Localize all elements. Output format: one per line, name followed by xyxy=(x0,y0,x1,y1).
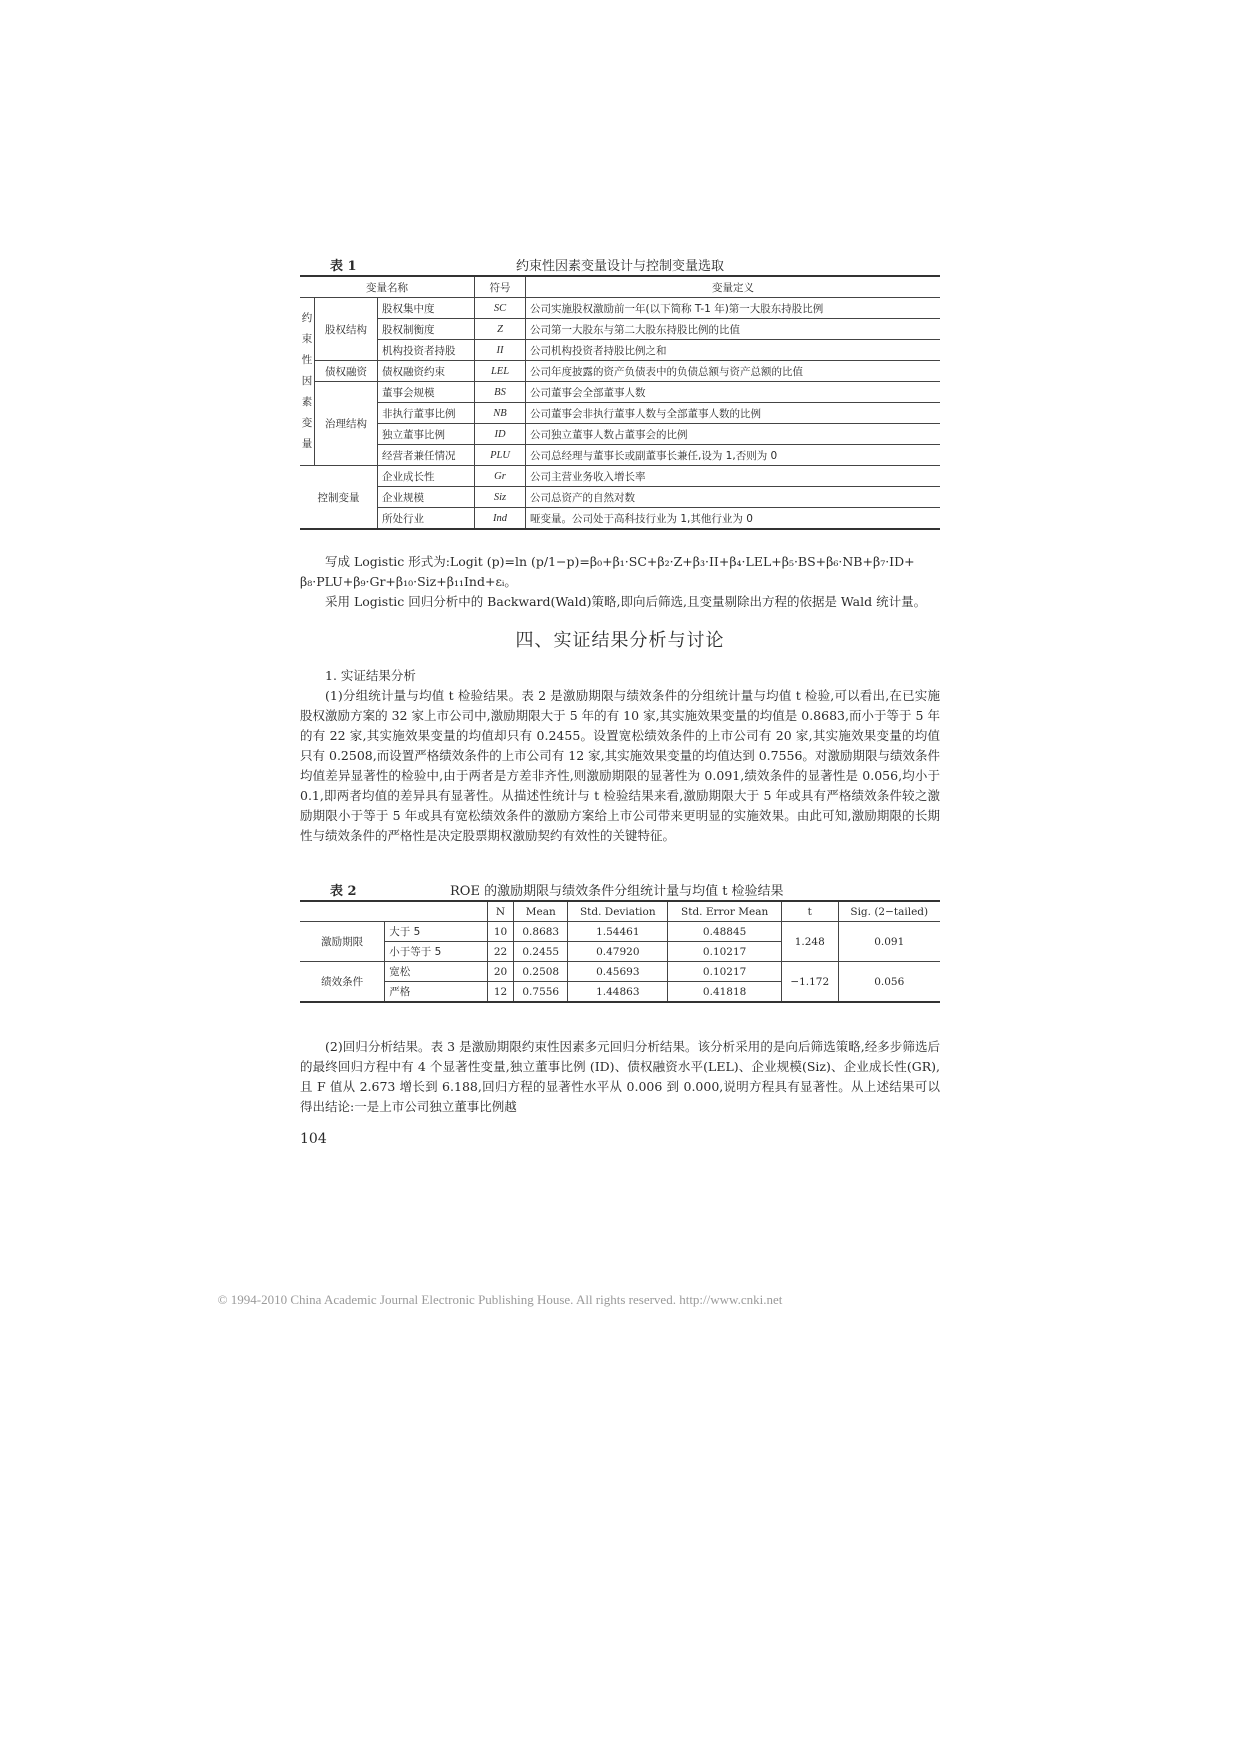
table-row xyxy=(300,361,940,382)
page-number: 104 xyxy=(300,1131,327,1147)
var-definition: 公司总经理与董事长或副董事长兼任,设为 1,否则为 0 xyxy=(526,445,941,466)
header-t: t xyxy=(781,901,838,922)
header-std-error-mean: Std. Error Mean xyxy=(668,901,782,922)
header-symbol: 符号 xyxy=(475,276,526,298)
cell-n: 22 xyxy=(487,942,513,962)
var-name: 股权制衡度 xyxy=(378,319,475,340)
cell-sig: 0.091 xyxy=(838,922,940,962)
table-header-row xyxy=(300,901,940,922)
header-blank xyxy=(300,901,487,922)
var-name: 机构投资者持股 xyxy=(378,340,475,361)
var-name: 股权集中度 xyxy=(378,298,475,319)
results-paragraph-1: (1)分组统计量与均值 t 检验结果。表 2 是激励期限与绩效条件的分组统计量与均值 t 检验,可以看出,在已实施股权激励方案的 32 家上市公司中,激励期限大于 5 年的有 10 家,其实施效果变量的均值是 0.8683,而小于等于 5 年的有 22 家,其实施效果变量的均值却只有 0.2455。设置宽松绩效条件的上市公司有 20 家,其实施效果变量的均值只有 0.2508,而设置严格绩效条件的上市公司有 12 家,其实施效果变量的均值达到 0.7556。对激励期限与绩效条件均值差异显著性的检验中,由于两者是方差非齐性,则激励期限的显著性为 0.091,绩效条件的显著性是 0.056,均小于 0.1,即两者均值的差异具有显著性。从描述性统计与 t 检验结果来看,激励期限大于 5 年或具有严格绩效条件较之激励期限小于等于 5 年或具有宽松绩效条件的激励方案给上市公司带来更明显的实施效果。由此可知,激励期限的长期性与绩效条件的严格性是决定股票期权激励契约有效性的关键特征。 xyxy=(300,688,940,843)
group-label: 激励期限 xyxy=(300,922,385,962)
table-row xyxy=(300,340,940,361)
cell-mean: 0.2455 xyxy=(514,942,568,962)
table-row xyxy=(300,466,940,487)
var-symbol: Z xyxy=(475,319,526,340)
var-symbol: Ind xyxy=(475,508,526,530)
table-row xyxy=(300,319,940,340)
header-sig: Sig. (2−tailed) xyxy=(838,901,940,922)
table-row xyxy=(300,445,940,466)
table2-title: ROE 的激励期限与绩效条件分组统计量与均值 t 检验结果 xyxy=(450,884,784,899)
cell-t: −1.172 xyxy=(781,962,838,1003)
header-mean: Mean xyxy=(514,901,568,922)
cell-mean: 0.7556 xyxy=(514,982,568,1003)
table-row xyxy=(300,382,940,403)
page-content xyxy=(300,255,940,1149)
formula-line-2: β₈·PLU+β₉·Gr+β₁₀·Siz+β₁₁Ind+εᵢ。 xyxy=(300,574,517,589)
header-std-deviation: Std. Deviation xyxy=(568,901,668,922)
var-definition: 公司总资产的自然对数 xyxy=(526,487,941,508)
method-paragraph: 采用 Logistic 回归分析中的 Backward(Wald)策略,即向后筛选,且变量剔除出方程的依据是 Wald 统计量。 xyxy=(325,594,927,609)
var-name: 独立董事比例 xyxy=(378,424,475,445)
var-name: 经营者兼任情况 xyxy=(378,445,475,466)
table2 xyxy=(300,900,940,1003)
row-label: 大于 5 xyxy=(385,922,487,942)
cell-t: 1.248 xyxy=(781,922,838,962)
var-definition: 公司独立董事人数占董事会的比例 xyxy=(526,424,941,445)
header-variable-name: 变量名称 xyxy=(300,276,475,298)
cell-sd: 0.45693 xyxy=(568,962,668,982)
table-row xyxy=(300,922,940,942)
copyright-footer: © 1994-2010 China Academic Journal Electronic Publishing House. All rights reserved. http://www.cnki.net xyxy=(217,1292,783,1307)
cell-se: 0.48845 xyxy=(668,922,782,942)
table2-caption xyxy=(300,880,940,898)
var-symbol: BS xyxy=(475,382,526,403)
table-row xyxy=(300,403,940,424)
cell-sd: 0.47920 xyxy=(568,942,668,962)
header-definition: 变量定义 xyxy=(526,276,941,298)
group-control-label: 控制变量 xyxy=(300,466,378,530)
var-symbol: Gr xyxy=(475,466,526,487)
var-name: 企业成长性 xyxy=(378,466,475,487)
table-row xyxy=(300,298,940,319)
var-symbol: PLU xyxy=(475,445,526,466)
var-name: 企业规模 xyxy=(378,487,475,508)
var-definition: 哑变量。公司处于高科技行业为 1,其他行业为 0 xyxy=(526,508,941,530)
sub-governance-label: 治理结构 xyxy=(315,382,378,466)
var-definition: 公司第一大股东与第二大股东持股比例的比值 xyxy=(526,319,941,340)
cell-se: 0.10217 xyxy=(668,962,782,982)
header-n: N xyxy=(487,901,513,922)
cell-n: 20 xyxy=(487,962,513,982)
group-label: 绩效条件 xyxy=(300,962,385,1003)
var-symbol: NB xyxy=(475,403,526,424)
var-name: 所处行业 xyxy=(378,508,475,530)
cell-sd: 1.44863 xyxy=(568,982,668,1003)
cell-se: 0.41818 xyxy=(668,982,782,1003)
table2-label: 表 2 xyxy=(330,884,357,899)
var-definition: 公司董事会全部董事人数 xyxy=(526,382,941,403)
var-symbol: Siz xyxy=(475,487,526,508)
row-label: 严格 xyxy=(385,982,487,1003)
table-row xyxy=(300,962,940,982)
row-label: 小于等于 5 xyxy=(385,942,487,962)
var-definition: 公司机构投资者持股比例之和 xyxy=(526,340,941,361)
cell-mean: 0.2508 xyxy=(514,962,568,982)
var-definition: 公司实施股权激励前一年(以下简称 T-1 年)第一大股东持股比例 xyxy=(526,298,941,319)
table-row xyxy=(300,424,940,445)
var-symbol: ID xyxy=(475,424,526,445)
table-row xyxy=(300,487,940,508)
var-name: 董事会规模 xyxy=(378,382,475,403)
cell-sig: 0.056 xyxy=(838,962,940,1003)
table-row xyxy=(300,508,940,530)
cell-n: 10 xyxy=(487,922,513,942)
group-constraint-label: 约束性因素变量 xyxy=(300,298,315,466)
var-symbol: II xyxy=(475,340,526,361)
row-label: 宽松 xyxy=(385,962,487,982)
subsection-title: 1. 实证结果分析 xyxy=(325,668,416,683)
var-name: 非执行董事比例 xyxy=(378,403,475,424)
formula-line-1: 写成 Logistic 形式为:Logit (p)=ln (p/1−p)=β₀+β₁·SC+β₂·Z+β₃·II+β₄·LEL+β₅·BS+β₆·NB+β₇·ID+ xyxy=(325,554,915,569)
var-symbol: LEL xyxy=(475,361,526,382)
table1-label: 表 1 xyxy=(330,259,357,274)
sub-equity-label: 股权结构 xyxy=(315,298,378,361)
section-title: 四、实证结果分析与讨论 xyxy=(515,630,725,651)
table1 xyxy=(300,275,940,530)
cell-mean: 0.8683 xyxy=(514,922,568,942)
table1-caption xyxy=(300,255,940,273)
results-paragraph-2: (2)回归分析结果。表 3 是激励期限约束性因素多元回归分析结果。该分析采用的是向后筛选策略,经多步筛选后的最终回归方程中有 4 个显著性变量,独立董事比例 (ID)、债权融资水平(LEL)、企业规模(Siz)、企业成长性(GR),且 F 值从 2.673 增长到 6.188,回归方程的显著性水平从 0.006 到 0.000,说明方程具有显著性。从上述结果可以得出结论:一是上市公司独立董事比例越 xyxy=(300,1039,940,1114)
cell-se: 0.10217 xyxy=(668,942,782,962)
var-symbol: SC xyxy=(475,298,526,319)
var-definition: 公司主营业务收入增长率 xyxy=(526,466,941,487)
var-definition: 公司董事会非执行董事人数与全部董事人数的比例 xyxy=(526,403,941,424)
cell-n: 12 xyxy=(487,982,513,1003)
var-name: 债权融资约束 xyxy=(378,361,475,382)
var-definition: 公司年度披露的资产负债表中的负债总额与资产总额的比值 xyxy=(526,361,941,382)
table1-title: 约束性因素变量设计与控制变量选取 xyxy=(515,259,724,274)
cell-sd: 1.54461 xyxy=(568,922,668,942)
table-header-row xyxy=(300,276,940,298)
sub-debt-label: 债权融资 xyxy=(315,361,378,382)
